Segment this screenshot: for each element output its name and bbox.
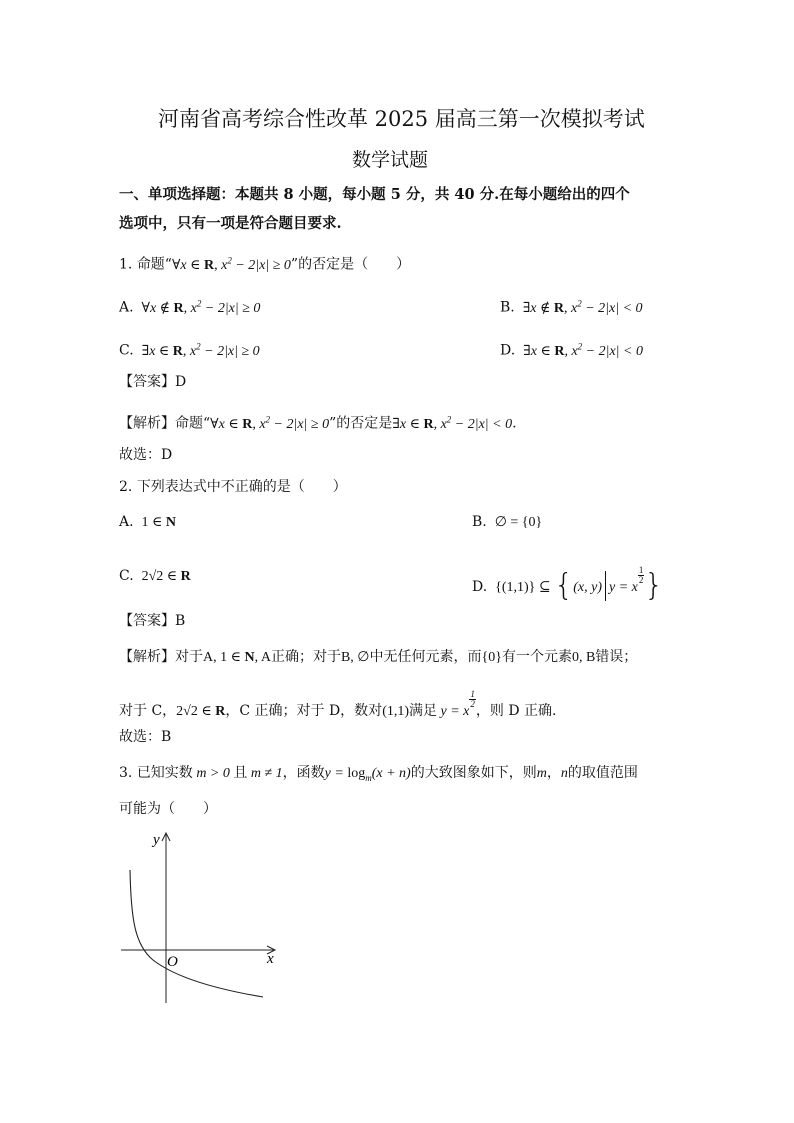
conclusion: 故选：B bbox=[119, 729, 172, 745]
stem-text: ， bbox=[546, 765, 561, 781]
option-b bbox=[500, 294, 643, 318]
analysis-text: . bbox=[512, 415, 517, 432]
option-label: B. bbox=[472, 514, 487, 530]
formula: 1 ∈ N bbox=[138, 515, 177, 530]
formula: ∀x ∈ R, $x^2 - 2|x| \ge 0$ bbox=[171, 255, 291, 273]
formula: $y = \log_m(x + n)$ bbox=[324, 766, 411, 783]
formula: {(1,1)} ⊆ {(x, y) y = x $\frac{1}{2}$ } bbox=[491, 565, 664, 603]
question-number: 2. bbox=[119, 479, 133, 495]
analysis-text: 中无任何元素，而 bbox=[369, 649, 482, 665]
stem-text: ，函数 bbox=[282, 765, 325, 781]
answer: 【答案】B bbox=[119, 613, 186, 629]
analysis-text: 对于 bbox=[175, 649, 203, 665]
analysis bbox=[119, 410, 517, 434]
formula: B, ∅ bbox=[340, 650, 370, 665]
option-label: A. bbox=[119, 514, 134, 530]
formula: ∀x ∈ R, $x^2 - 2|x| \ge 0$ bbox=[210, 414, 330, 432]
analysis-text: 满足 bbox=[409, 703, 438, 719]
formula: 0, B bbox=[571, 650, 596, 665]
analysis-text: 正确；对于 bbox=[270, 649, 341, 665]
option-a bbox=[119, 513, 176, 532]
y-axis-label: y bbox=[153, 832, 160, 848]
formula: 2√2 ∈ R bbox=[138, 569, 191, 584]
analysis-label: 【解析】 bbox=[119, 649, 175, 665]
formula: ∅ = {0} bbox=[491, 515, 543, 530]
formula: ∃x ∈ R, $x^2 - 2|x| < 0$ bbox=[392, 414, 513, 432]
option-label: C. bbox=[119, 568, 134, 584]
option-label: D. bbox=[472, 579, 488, 595]
stem-text: 的取值范围 bbox=[567, 765, 638, 781]
stem-text: 下列表达式中不正确的是（ ） bbox=[136, 479, 347, 495]
option-d bbox=[472, 566, 663, 601]
question-1-stem bbox=[119, 251, 410, 275]
formula: y = x $\frac{1}{2}$ bbox=[437, 689, 475, 719]
formula: (1,1) bbox=[382, 704, 410, 719]
question-3-stem-cont: 可能为（ ） bbox=[119, 801, 217, 817]
analysis-text: 有一个元素 bbox=[501, 649, 572, 665]
formula: ∃x ∉ R, $x^2 - 2|x| < 0$ bbox=[519, 298, 643, 316]
stem-text: 的大致图象如下，则 bbox=[410, 765, 537, 781]
stem-text: 且 bbox=[233, 765, 248, 781]
option-b bbox=[472, 513, 542, 532]
option-c bbox=[119, 337, 260, 361]
origin-label: O bbox=[167, 954, 178, 970]
analysis-label: 【解析】 bbox=[119, 415, 175, 432]
x-axis-label: x bbox=[267, 951, 274, 967]
analysis-text: 错误； bbox=[595, 649, 638, 665]
section-heading: 一、单项选择题：本题共 8 小题，每小题 5 分，共 40 分.在每小题给出的四个 bbox=[119, 186, 630, 203]
option-d bbox=[500, 337, 643, 361]
formula: {0} bbox=[481, 650, 502, 665]
answer: 【答案】D bbox=[119, 374, 187, 390]
conclusion: 故选：D bbox=[119, 447, 173, 463]
formula: ∀x ∉ R, $x^2 - 2|x| \ge 0$ bbox=[138, 298, 261, 316]
option-c bbox=[119, 567, 191, 586]
function-graph bbox=[115, 825, 285, 1010]
formula: ∃x ∈ R, $x^2 - 2|x| \ge 0$ bbox=[138, 341, 260, 359]
question-3-stem bbox=[119, 764, 638, 787]
option-label: B. bbox=[500, 299, 515, 316]
option-label: C. bbox=[119, 342, 134, 359]
option-a bbox=[119, 294, 260, 318]
question-2-stem bbox=[119, 478, 347, 496]
analysis-text: ，C 正确；对于 D，数对 bbox=[225, 703, 383, 719]
option-label: A. bbox=[119, 299, 134, 316]
log-curve bbox=[130, 870, 263, 997]
analysis-text: 命题“ bbox=[175, 415, 211, 432]
formula: 2√2 ∈ R bbox=[176, 704, 226, 719]
stem-text: ”的否定是（ ） bbox=[290, 256, 411, 273]
stem-text: 已知实数 bbox=[136, 765, 193, 781]
page-title: 河南省高考综合性改革 2025 届高三第一次模拟考试 bbox=[158, 107, 645, 131]
analysis-line-2 bbox=[119, 690, 556, 721]
formula: n bbox=[560, 766, 568, 781]
analysis-text: ”的否定是 bbox=[329, 415, 393, 432]
option-label: D. bbox=[500, 342, 516, 359]
formula: ∃x ∈ R, $x^2 - 2|x| < 0$ bbox=[519, 341, 643, 359]
analysis-text: ，则 D 正确. bbox=[475, 703, 557, 719]
analysis-line-1 bbox=[119, 648, 637, 667]
page-subtitle: 数学试题 bbox=[352, 149, 429, 171]
stem-text: 命题“ bbox=[136, 256, 172, 273]
analysis-text: 对于 C， bbox=[119, 703, 177, 719]
section-heading-cont: 选项中，只有一项是符合题目要求. bbox=[119, 215, 342, 232]
question-number: 1. bbox=[119, 256, 133, 273]
question-number: 3. bbox=[119, 765, 133, 781]
formula: m > 0 bbox=[192, 766, 234, 781]
formula: m ≠ 1 bbox=[247, 766, 283, 781]
formula: A, 1 ∈ N, A bbox=[203, 650, 271, 665]
formula: m bbox=[536, 766, 547, 781]
